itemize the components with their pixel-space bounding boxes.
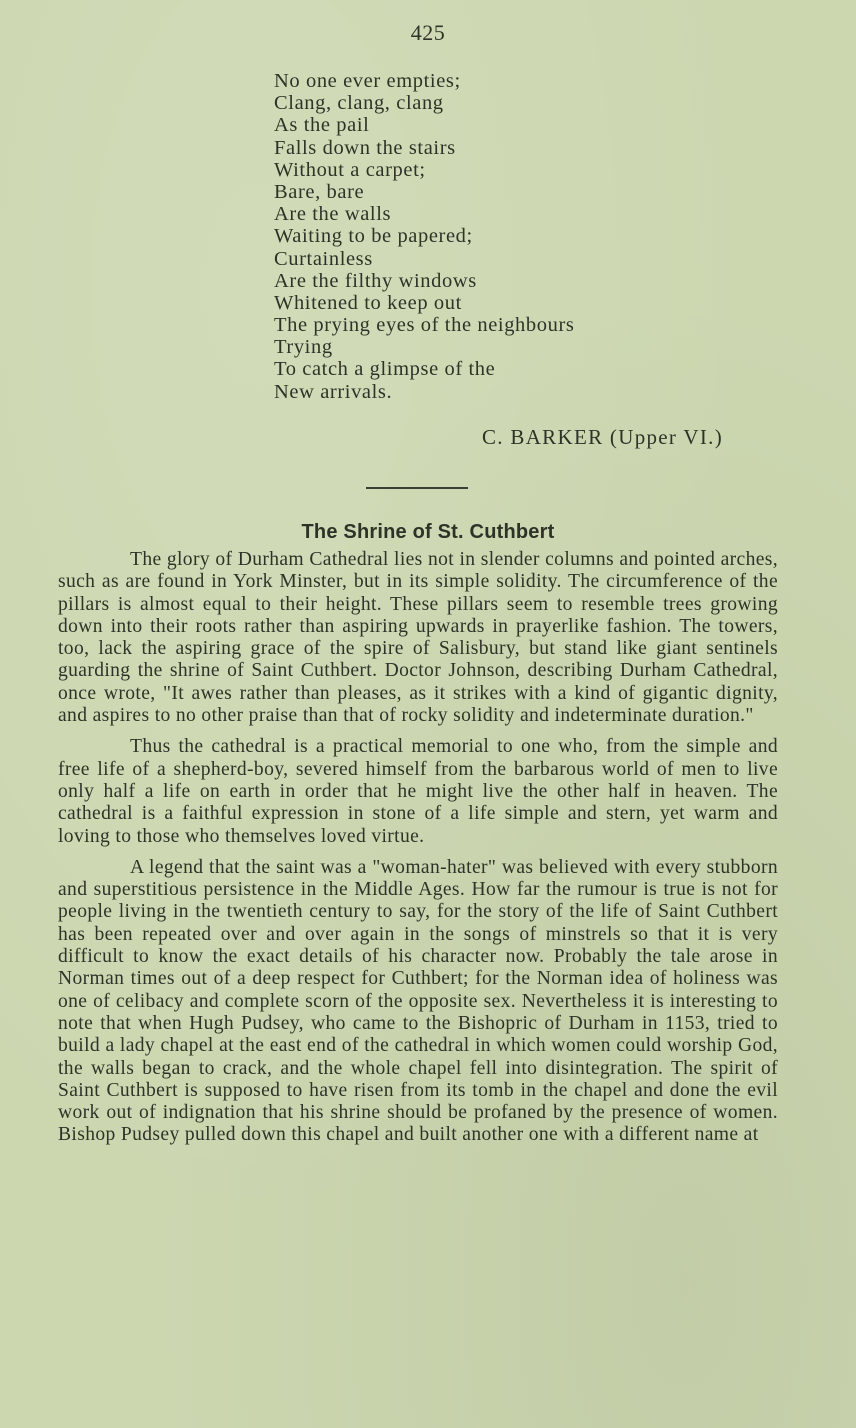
poem-line: The prying eyes of the neighbours <box>274 314 575 337</box>
poem-line: Are the walls <box>274 203 392 226</box>
page-number: 425 <box>410 20 446 45</box>
section-divider <box>366 487 468 489</box>
article-paragraph: The glory of Durham Cathedral lies not in slender columns and pointed arches, such as are found in York Minster, but in its simple solidity. The circumference of the pillars is almost equal to their height. These pillars seem to resemble trees growing down into their roots rather than aspiring upwards in prayerlike fashion. The towers, too, lack the aspiring grace of the spire of Salisbury, but stand like giant sentinels guarding the shrine of Saint Cuthbert. Doctor Johnson, describing Durham Cathedral, once wrote, "It awes rather than pleases, as it strikes with a kind of gigantic dignity, and aspires to no other praise than that of rocky solidity and indeterminate duration." <box>58 549 778 727</box>
poem-signature: C. BARKER (Upper VI.) <box>482 425 723 449</box>
article-title: The Shrine of St. Cuthbert <box>301 521 555 543</box>
poem-line: Are the filthy windows <box>274 269 477 292</box>
article-paragraph: A legend that the saint was a "woman-hater" was believed with every stubborn and superstitious persistence in the Middle Ages. How far the rumour is true is not for people living in the twentieth century to say, for the story of the life of Saint Cuthbert has been repeated over and over again in the songs of minstrels so that it is very difficult to know the exact details of his character now. Probably the tale arose in Norman times out of a deep respect for Cuthbert; for the Norman idea of holiness was one of celibacy and complete scorn of the opposite sex. Nevertheless it is interesting to note that when Hugh Pudsey, who came to the Bishopric of Durham in 1153, tried to build a lady chapel at the east end of the cathedral in which women could worship God, the walls began to crack, and the whole chapel fell into disintegration. The spirit of Saint Cuthbert is supposed to have risen from its tomb in the chapel and done the evil work out of indignation that his shrine should be profaned by the presence of women. Bishop Pudsey pulled down this chapel and built another one with a different name at <box>58 856 778 1146</box>
poem-line: Without a carpet; <box>274 158 426 181</box>
poem-line: As the pail <box>274 114 370 137</box>
poem-line: Falls down the stairs <box>274 136 456 159</box>
poem-line: To catch a glimpse of the <box>274 358 496 381</box>
poem-line: Waiting to be papered; <box>274 225 473 248</box>
poem <box>274 70 794 403</box>
poem-line: Whitened to keep out <box>274 291 462 314</box>
article-body <box>58 549 778 1147</box>
poem-line: No one ever empties; <box>274 70 461 92</box>
poem-line: Trying <box>274 336 333 359</box>
poem-line: Clang, clang, clang <box>274 92 444 115</box>
article-paragraph: Thus the cathedral is a practical memorial to one who, from the simple and free life of a shepherd-boy, severed himself from the barbarous world of men to live only half a life on earth in order that he might live the other half in heaven. The cathedral is a faithful expression in stone of a life simple and stern, yet warm and loving to those who themselves loved virtue. <box>58 736 778 847</box>
poem-line: New arrivals. <box>274 380 393 403</box>
poem-line: Bare, bare <box>274 180 365 203</box>
poem-line: Curtainless <box>274 247 373 270</box>
